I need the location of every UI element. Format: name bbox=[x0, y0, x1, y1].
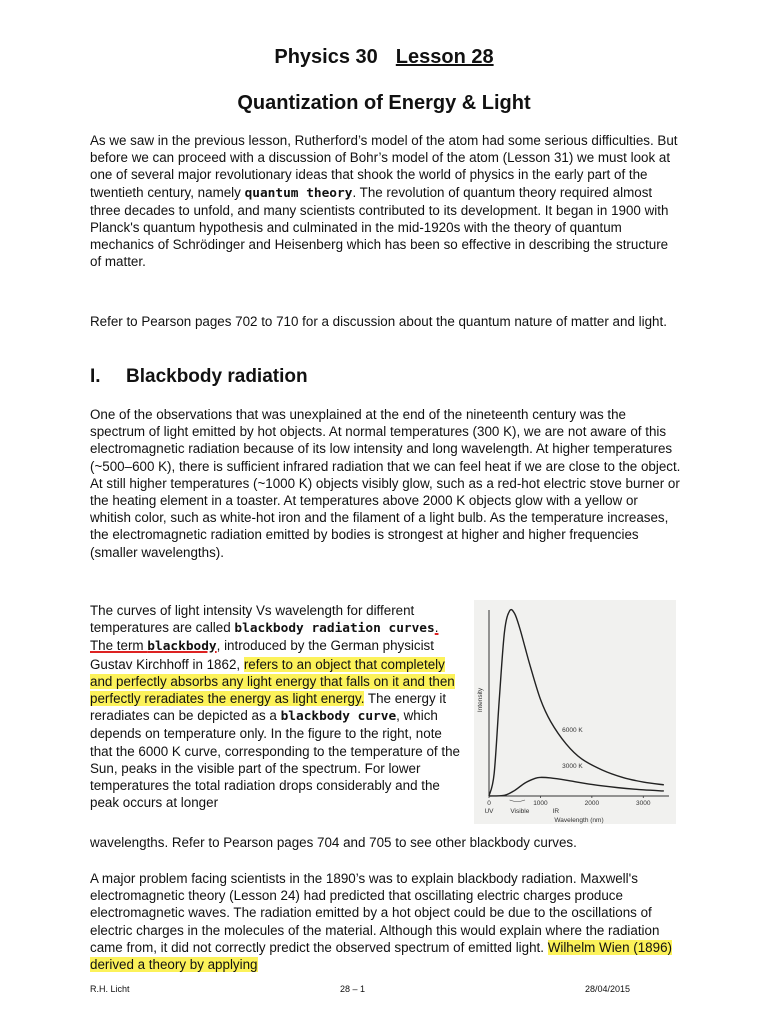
blackbody-paragraph-3: A major problem facing scientists in the 1890’s was to explain blackbody radiation. Maxwell's electromagnetic theory (Lesson 24) had predicted that oscillating electric charges produce electromagnetic waves. The radiation emitted by a hot object could be due to the oscillations of electric charges in the molecules of the material. Although this would explain where the radiation came from, it did not correctly predict the observed spectrum of emitted light. Wilhelm Wien (1896) derived a theory by applying bbox=[90, 871, 672, 973]
region-label: Visible bbox=[510, 808, 530, 815]
series-line-3000-k bbox=[489, 777, 664, 796]
highlighted-wien: Wilhelm Wien (1896) derived a theory by applying bbox=[90, 939, 672, 973]
region-label: UV bbox=[484, 808, 494, 815]
footer-date: 28/04/2015 bbox=[585, 984, 631, 994]
blackbody-curve-figure bbox=[474, 600, 676, 824]
chart-axes bbox=[489, 610, 669, 802]
blackbody-paragraph-1: One of the observations that was unexplained at the end of the nineteenth century was the spectrum of light emitted by hot objects. At normal temperatures (300 K), we are not aware of this electromagnetic radiation because of its low intensity and long wavelength. At higher temperatures (~500–600 K), there is sufficient infrared radiation that we can feel heat if we are close to the object. At still higher temperatures (~1000 K) objects visibly glow, such as a red-hot electric stove burner or the heating element in a toaster. At temperatures above 2000 K objects glow with a yellow or whitish color, such as white-hot iron and the filament of a light bulb. As the temperature increases, the electromagnetic radiation emitted by bodies is strongest at higher and higher frequencies (smaller wavelengths). bbox=[90, 407, 681, 560]
series-label: 3000 K bbox=[562, 763, 583, 771]
series-label: 6000 K bbox=[562, 726, 583, 734]
x-tick-label: 0 bbox=[487, 800, 491, 807]
x-tick-label: 1000 bbox=[533, 800, 548, 807]
footer-author: R.H. Licht bbox=[90, 984, 130, 994]
underlined-phrase: . The term blackbody bbox=[90, 620, 439, 655]
term-blackbody: blackbody bbox=[147, 639, 217, 655]
y-axis-label: Intensity bbox=[477, 687, 484, 713]
lesson-number: Lesson 28 bbox=[395, 46, 494, 68]
lesson-subtitle: Quantization of Energy & Light bbox=[237, 92, 531, 114]
highlighted-definition: refers to an object that completely and perfectly absorbs any light energy that falls on it and then perfectly reradiates the energy as light energy. bbox=[90, 656, 455, 707]
visible-band-brace bbox=[510, 800, 525, 802]
section-title: Blackbody radiation bbox=[126, 366, 308, 387]
term-blackbody-curve: blackbody curve bbox=[280, 709, 397, 725]
chart-labels bbox=[477, 687, 651, 824]
section-heading bbox=[90, 366, 308, 388]
region-label: IR bbox=[552, 808, 560, 815]
blackbody-paragraph-2-tail: wavelengths. Refer to Pearson pages 704 and 705 to see other blackbody curves. bbox=[90, 835, 577, 850]
blackbody-paragraph-2: The curves of light intensity Vs wavelength for different temperatures are called blackbody radiation curves. The term blackbody, introduced by the German physicist Gustav Kirchhoff in 1862, refers to an object that completely and perfectly absorbs any light energy that falls on it and then perfectly reradiates the energy as light energy. The energy it reradiates can be depicted as a blackbody curve, which depends on temperature only. In the figure to the right, note that the 6000 K curve, corresponding to the temperature of the Sun, peaks in the visible part of the spectrum. For lower temperatures the total radiation drops considerably and the peak occurs at longer bbox=[90, 603, 460, 811]
section-number: I. bbox=[90, 366, 101, 387]
quantum-theory-term: quantum theory bbox=[244, 185, 353, 201]
blackbody-chart bbox=[474, 600, 676, 824]
page-title bbox=[0, 46, 768, 69]
intro-paragraph-1: As we saw in the previous lesson, Rutherford’s model of the atom had some serious difficulties. But before we can proceed with a discussion of Bohr’s model of the atom (Lesson 31) we must look at one of several major revolutionary ideas that shook the world of physics in the early part of the twentieth century, namely quantum theory. The revolution of quantum theory required almost three decades to unfold, and many scientists contributed to its development. It began in 1900 with Planck's quantum hypothesis and culminated in the mid-1920s with the theory of quantum mechanics of Schrödinger and Heisenberg which has been so effective in describing the structure of matter. bbox=[90, 133, 678, 270]
x-tick-label: 2000 bbox=[584, 800, 600, 807]
course-title: Physics 30 bbox=[274, 46, 378, 68]
x-axis-label: Wavelength (nm) bbox=[554, 817, 604, 824]
intro-paragraph-2: Refer to Pearson pages 702 to 710 for a discussion about the quantum nature of matter and light. bbox=[90, 314, 667, 329]
footer-page-number: 28 – 1 bbox=[340, 984, 366, 994]
x-tick-label: 3000 bbox=[636, 800, 651, 807]
term-blackbody-radiation-curves: blackbody radiation curves bbox=[234, 621, 435, 637]
